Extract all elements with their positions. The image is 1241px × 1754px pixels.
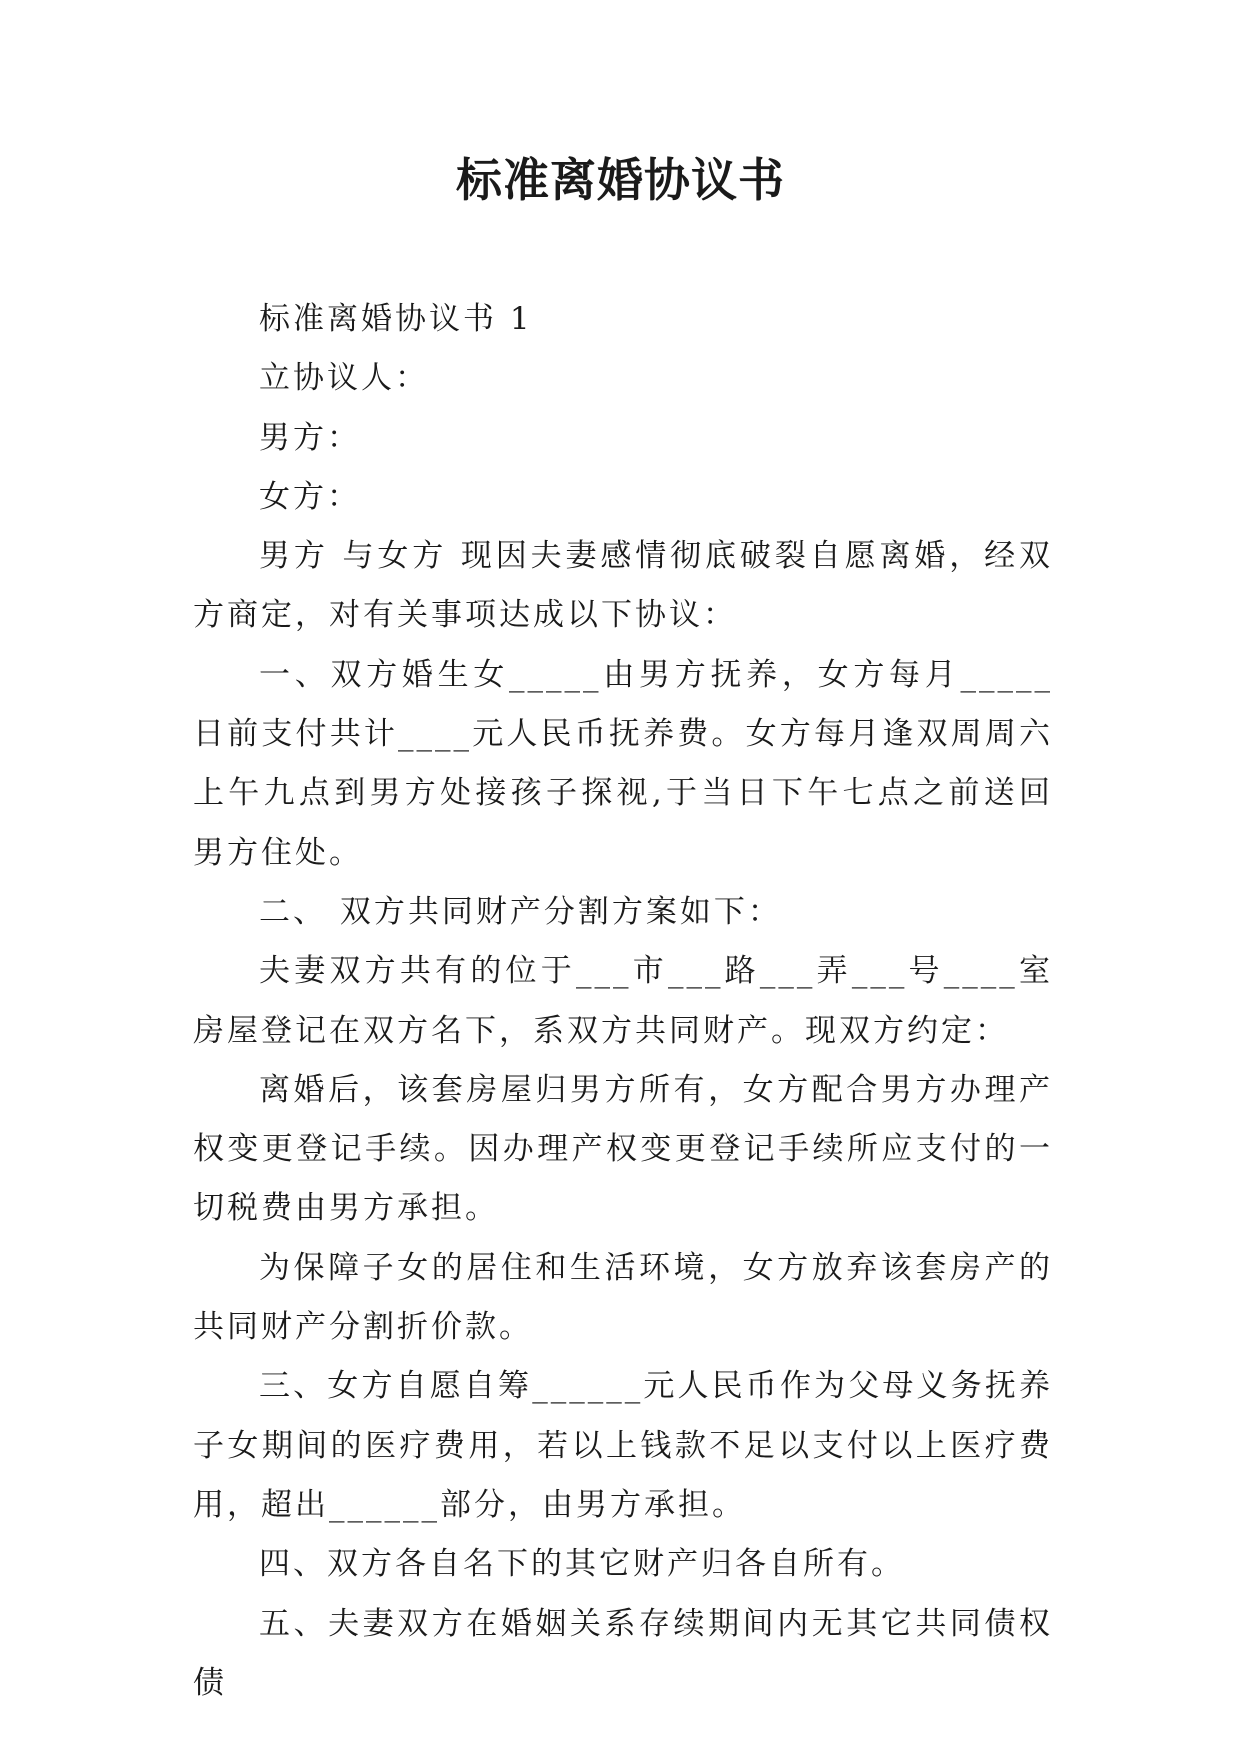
clause-3-paragraph: 三、女方自愿自筹______元人民币作为父母义务抚养子女期间的医疗费用，若以上钱款不足以支付以上医疗费用，超出______部分，由男方承担。 — [193, 1368, 1053, 1523]
property-ownership-paragraph: 离婚后，该套房屋归男方所有，女方配合男方办理产权变更登记手续。因办理产权变更登记手续所应支付的一切税费由男方承担。 — [193, 1071, 1053, 1227]
document-title: 标准离婚协议书 — [456, 153, 785, 207]
female-party-label: 女方： — [259, 478, 361, 515]
property-waiver-paragraph: 为保障子女的居住和生活环境，女方放弃该套房产的共同财产分割折价款。 — [193, 1249, 1053, 1346]
clause-1-paragraph: 一、双方婚生女_____由男方抚养，女方每月_____日前支付共计____元人民币抚养费。女方每月逢双周周六上午九点到男方处接孩子探视,于当日下午七点之前送回男方住处。 — [193, 656, 1053, 871]
male-party-label: 男方： — [259, 419, 361, 456]
document-body — [193, 290, 1053, 1713]
clause-2-heading: 二、 双方共同财产分割方案如下： — [259, 893, 782, 930]
parties-label: 立协议人： — [259, 360, 429, 397]
clause-4-paragraph: 四、双方各自名下的其它财产归各自所有。 — [259, 1546, 905, 1583]
section-heading: 标准离婚协议书 1 — [259, 301, 533, 337]
preamble-paragraph: 男方 与女方 现因夫妻感情彻底破裂自愿离婚，经双方商定，对有关事项达成以下协议： — [193, 538, 1053, 634]
clause-5-paragraph: 五、夫妻双方在婚姻关系存续期间内无其它共同债权债 — [193, 1605, 1053, 1701]
property-paragraph: 夫妻双方共有的位于___市___路___弄___号____室房屋登记在双方名下，系双方共同财产。现双方约定： — [193, 953, 1053, 1049]
